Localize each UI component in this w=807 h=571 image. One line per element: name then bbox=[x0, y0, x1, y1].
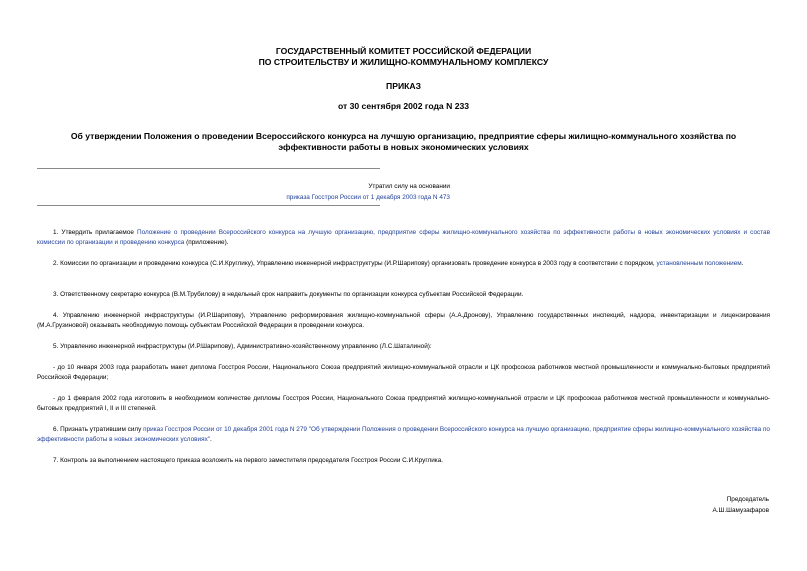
authority-line-2: ПО СТРОИТЕЛЬСТВУ И ЖИЛИЩНО-КОММУНАЛЬНОМУ КОМПЛЕКСУ bbox=[258, 57, 549, 67]
established-regulation-link[interactable]: установленным положением bbox=[656, 260, 742, 267]
status-rule-bottom bbox=[37, 205, 380, 206]
paragraph-2: 2. Комиссии по организации и проведению конкурса (С.И.Круглику), Управлению инженерной инфраструктуры (И.Р.Шарипову) организовать проведение конкурса в 2003 году в соответствии с порядком, установленным положением. bbox=[53, 260, 744, 267]
repeal-order-link[interactable]: приказа Госстроя России от 1 декабря 2003 года N 473 bbox=[286, 194, 450, 201]
status-note bbox=[37, 181, 450, 203]
signatory-position: Председатель bbox=[726, 496, 769, 503]
repealed-order-link[interactable]: приказ Госстроя России от 10 декабря 2001 года N 279 "Об утверждении Положения о проведении Всероссийского конкурса на лучшую организацию, предприятие сферы жилищно-коммунального хозяйства по эффективности работы в новых экономических условиях" bbox=[37, 426, 770, 443]
authority-line-1: ГОСУДАРСТВЕННЫЙ КОМИТЕТ РОССИЙСКОЙ ФЕДЕРАЦИИ bbox=[275, 46, 532, 56]
paragraph-5b: - до 1 февраля 2002 года изготовить в необходимом количестве дипломы Госстроя России, Национального Союза предприятий жилищно-коммунальной отрасли и ЦК профсоюза работников местной промышленности и коммунально-бытовых предприятий I, II и III степеней. bbox=[37, 395, 770, 412]
paragraph-1: 1. Утвердить прилагаемое Положение о проведении Всероссийского конкурса на лучшую организацию, предприятие сферы жилищно-коммунального хозяйства по эффективности работы в новых экономических условиях и состав комиссии по организации и проведению конкурса (приложение). bbox=[37, 229, 770, 246]
document-date-number: от 30 сентября 2002 года N 233 bbox=[337, 101, 470, 111]
paragraph-5a: - до 10 января 2003 года разработать макет диплома Госстроя России, Национального Союза предприятий жилищно-коммунальной отрасли и ЦК профсоюза работников местной промышленности и коммунально-бытовых предприятий Российской Федерации; bbox=[37, 364, 770, 381]
signature-block bbox=[712, 494, 769, 516]
regulation-link[interactable]: Положение о проведении Всероссийского конкурса на лучшую организацию, предприятие сферы жилищно-коммунального хозяйства по эффективности работы в новых экономических условиях и состав комиссии по организации и проведению конкурса bbox=[37, 229, 770, 246]
issuing-authority bbox=[0, 46, 807, 68]
document-title: Об утверждении Положения о проведении Всероссийского конкурса на лучшую организацию, предприятие сферы жилищно-коммунального хозяйства по эффективности работы в новых экономических условиях bbox=[70, 131, 737, 152]
paragraph-6: 6. Признать утратившим силу приказ Госстроя России от 10 декабря 2001 года N 279 "Об утверждении Положения о проведении Всероссийского конкурса на лучшую организацию, предприятие сферы жилищно-коммунального хозяйства по эффективности работы в новых экономических условиях". bbox=[37, 426, 770, 443]
paragraph-5: 5. Управлению инженерной инфраструктуры (И.Р.Шарипову), Административно-хозяйственному управлению (Л.С.Шаталиной): bbox=[53, 343, 432, 350]
status-rule-top bbox=[37, 168, 380, 169]
paragraph-7: 7. Контроль за выполнением настоящего приказа возложить на первого заместителя председателя Госстроя России С.И.Круглика. bbox=[53, 457, 444, 464]
status-label: Утратил силу на основании bbox=[368, 183, 450, 190]
paragraph-4: 4. Управлению инженерной инфраструктуры (И.Р.Шарипову), Управлению реформирования жилищно-коммунальной сферы (А.А.Дронову), Управлению государственных инспекций, надзора, инвентаризации и лицензирования (М.А.Грузиновой) оказывать необходимую помощь субъектам Российской Федерации в проведении конкурса. bbox=[37, 312, 770, 329]
signatory-name: А.Ш.Шамузафаров bbox=[712, 507, 769, 514]
paragraph-3: 3. Ответственному секретарю конкурса (В.М.Трубилову) в недельный срок направить документы по организации конкурса субъектам Российской Федерации. bbox=[53, 291, 524, 298]
document-type: ПРИКАЗ bbox=[386, 81, 421, 91]
